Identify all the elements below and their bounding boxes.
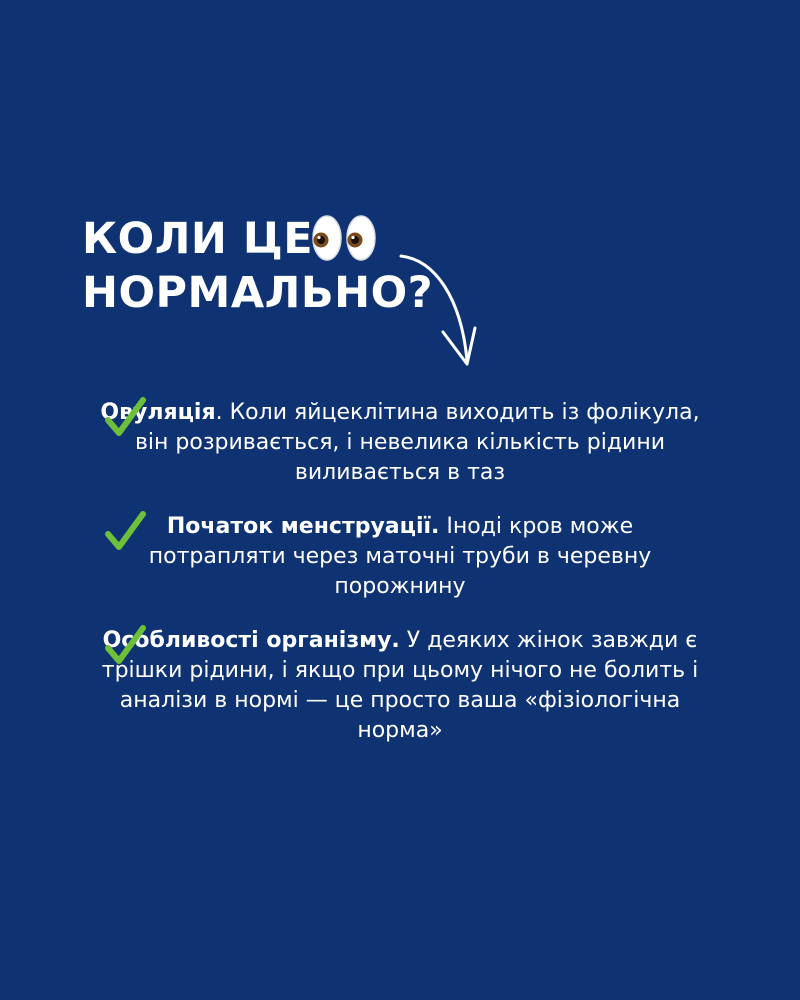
item-description: . Коли яйцеклітина виходить із фолікула, він розривається, і невелика кількість рідини виливається в таз [134, 400, 700, 485]
item-title: Особливості організму. [102, 628, 400, 653]
check-icon [104, 624, 146, 666]
list-item [100, 512, 700, 602]
page-title [82, 212, 433, 320]
item-description: Іноді кров може потрапляти через маточні труби в черевну порожнину [148, 514, 652, 599]
check-icon [104, 510, 146, 552]
items-list [100, 398, 700, 746]
eyes-emoji-icon [310, 210, 380, 266]
item-description: У деяких жінок завжди є трішки рідини, і якщо при цьому нічого не болить і аналізи в нормі — це просто ваша «фізіологічна норма» [101, 628, 699, 743]
curved-arrow-icon [395, 248, 485, 373]
item-text [100, 512, 700, 602]
list-item [100, 398, 700, 488]
item-text [100, 398, 700, 488]
title-line-2: НОРМАЛЬНО? [82, 268, 434, 318]
item-title: Початок менструації. [166, 514, 440, 539]
title-line-1: КОЛИ ЦЕ [82, 214, 314, 264]
check-icon [104, 396, 146, 438]
list-item [100, 626, 700, 746]
item-text [100, 626, 700, 746]
item-title: Овуляція [100, 400, 216, 425]
